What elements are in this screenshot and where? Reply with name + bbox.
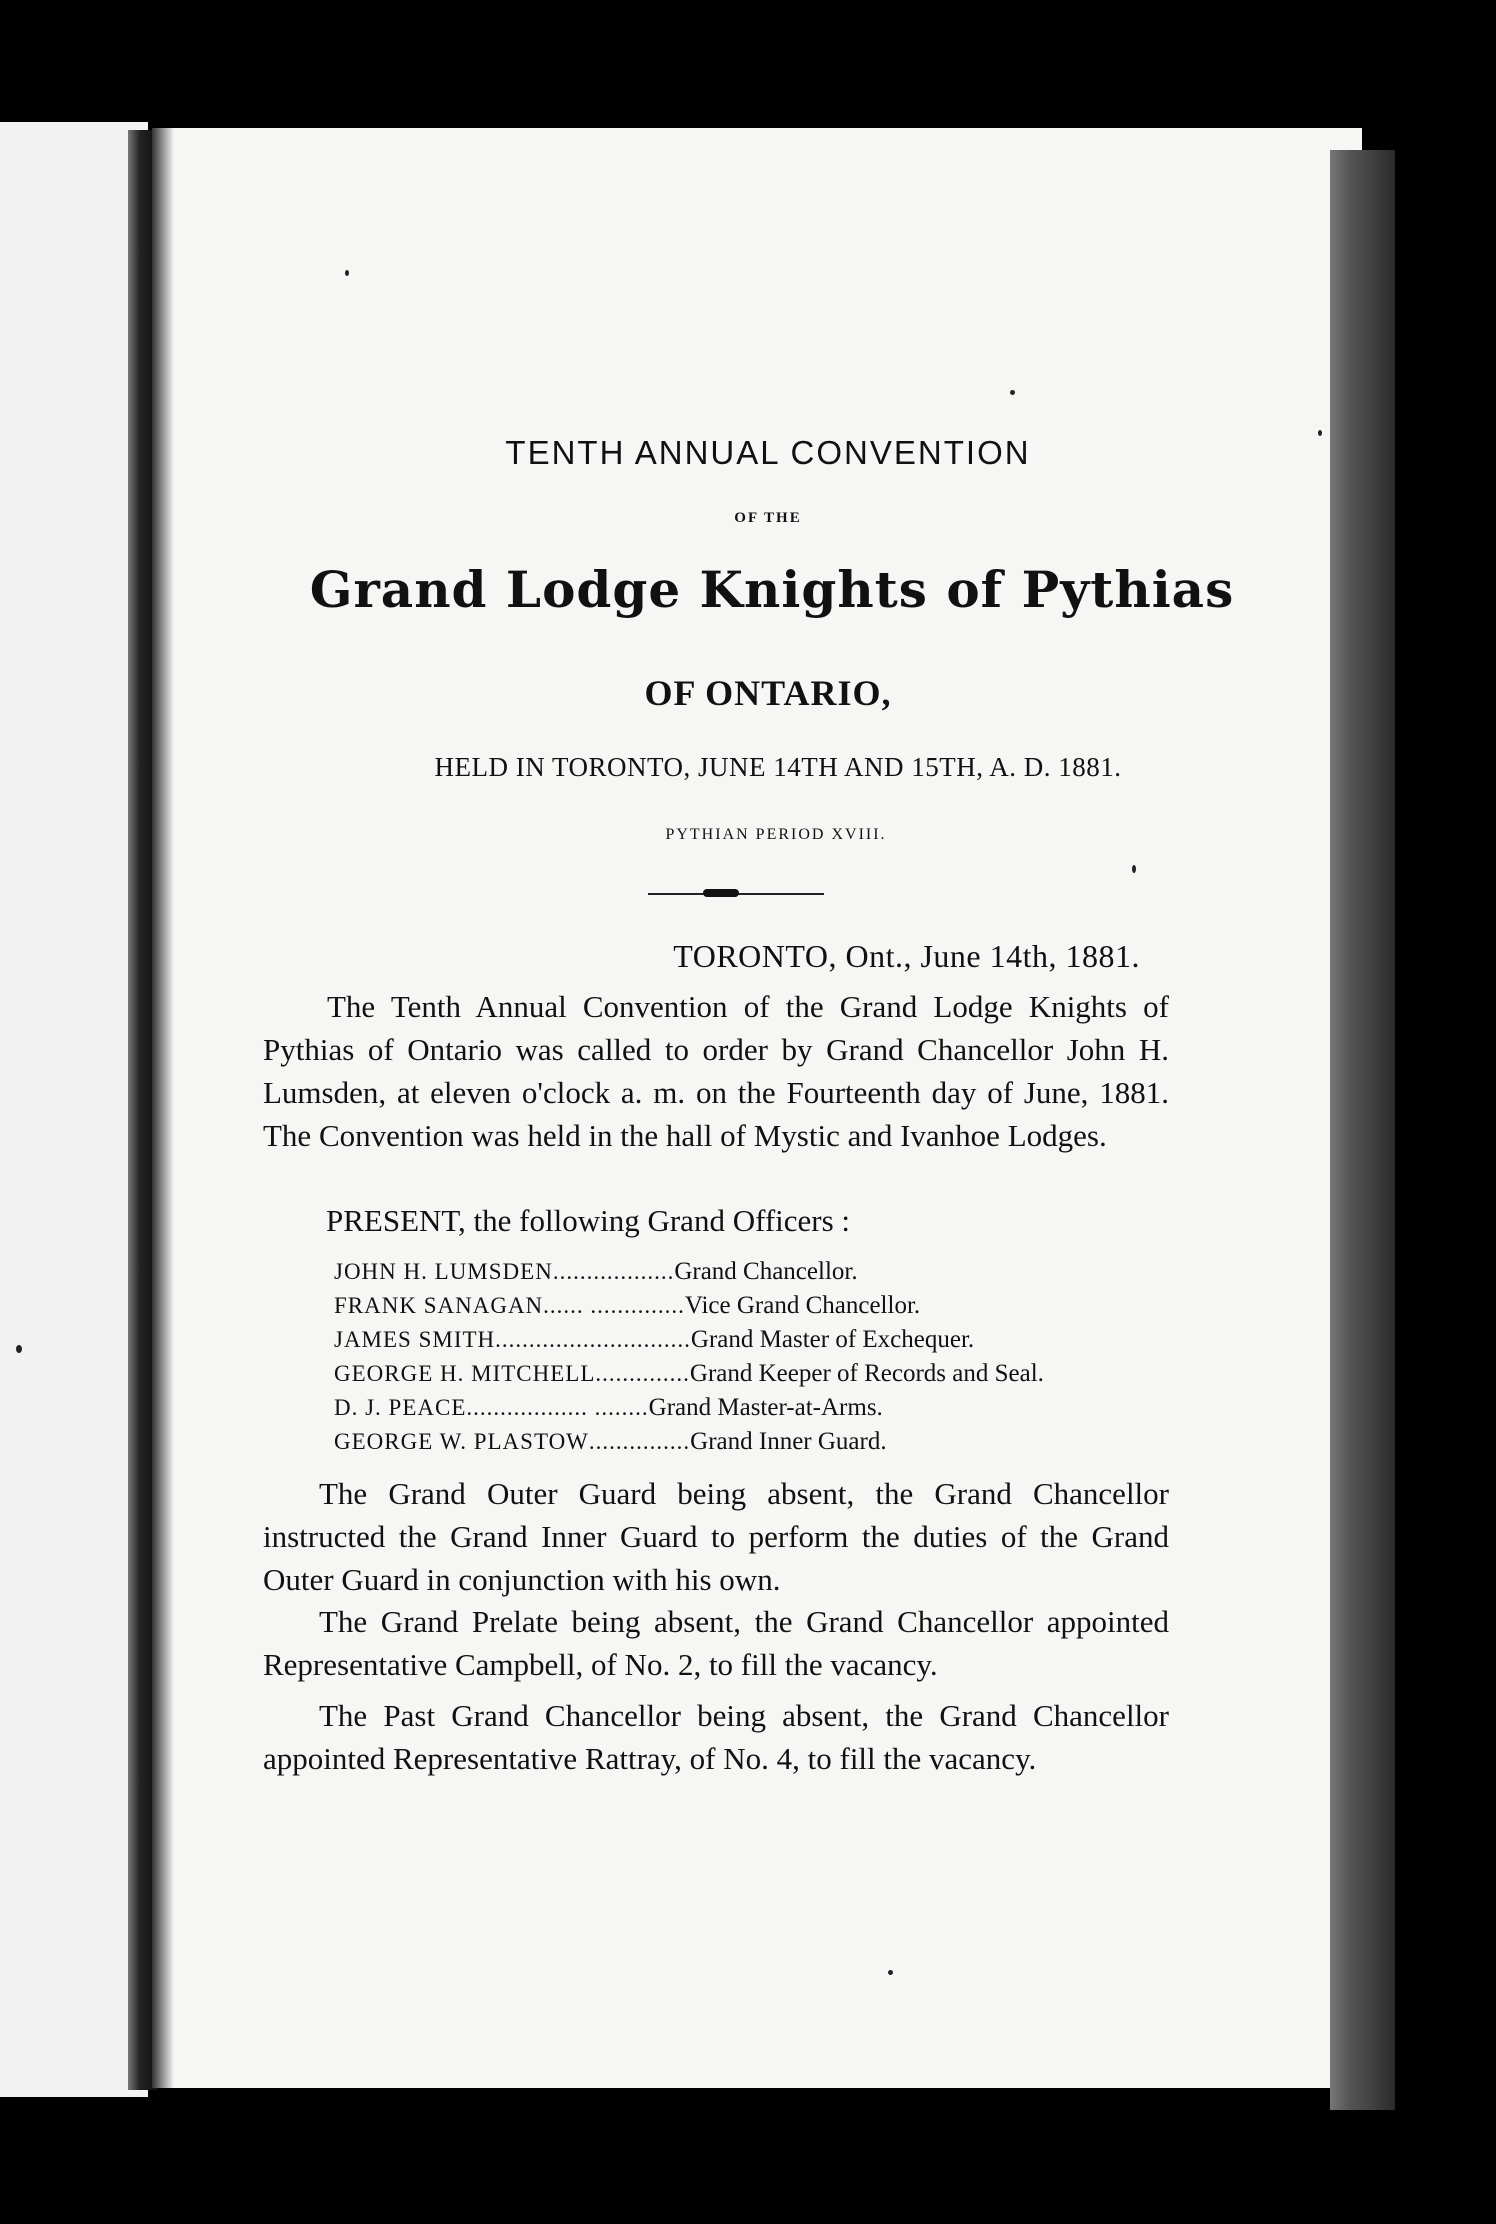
scan-speck xyxy=(1010,390,1015,395)
scan-speck xyxy=(1132,865,1136,873)
officer-title: Vice Grand Chancellor. xyxy=(684,1292,921,1319)
officer-row xyxy=(334,1289,1174,1323)
organization-name: Grand Lodge Knights of Pythias xyxy=(309,560,1235,619)
ornamental-rule-center xyxy=(703,889,739,897)
officer-row xyxy=(334,1425,1174,1459)
officer-name: FRANK SANAGAN xyxy=(334,1293,544,1318)
binding-shadow xyxy=(152,128,174,2088)
officer-row xyxy=(334,1357,1174,1391)
officer-row xyxy=(334,1323,1174,1357)
paragraph-outer-guard: The Grand Outer Guard being absent, the Grand Chancellor instructed the Grand Inner Guard to perform the duties of the Grand Outer Guard in conjunction with his own. xyxy=(263,1476,1169,1597)
dateline: TORONTO, Ont., June 14th, 1881. xyxy=(673,938,1140,974)
officer-title: Grand Chancellor. xyxy=(674,1258,858,1285)
leader-dots: .................. ........ xyxy=(466,1395,649,1420)
present-lead: PRESENT, the following Grand Officers : xyxy=(326,1203,851,1238)
scan-speck xyxy=(888,1970,893,1975)
facing-page xyxy=(0,122,148,2097)
leader-dots: .................. xyxy=(552,1259,675,1284)
officer-row xyxy=(334,1391,1174,1425)
officer-name: GEORGE H. MITCHELL xyxy=(334,1361,596,1386)
officer-list xyxy=(334,1255,1174,1459)
officer-title: Grand Master of Exchequer. xyxy=(690,1326,975,1353)
officer-title: Grand Inner Guard. xyxy=(690,1428,887,1455)
officer-row xyxy=(334,1255,1174,1289)
officer-name: GEORGE W. PLASTOW xyxy=(334,1429,589,1454)
scan-speck xyxy=(345,270,349,276)
officer-name: JAMES SMITH xyxy=(334,1327,496,1352)
leader-dots: ............................. xyxy=(495,1327,691,1352)
scan-speck xyxy=(1318,430,1322,436)
pythian-period: PYTHIAN PERIOD XVIII. xyxy=(665,826,887,843)
officer-name: JOHN H. LUMSDEN xyxy=(334,1259,553,1284)
jurisdiction: OF ONTARIO, xyxy=(644,673,892,713)
paragraph-past-chancellor: The Past Grand Chancellor being absent, the Grand Chancellor appointed Representative Rattray, of No. 4, to fill the vacancy. xyxy=(263,1698,1169,1776)
subtitle-of-the: OF THE xyxy=(734,510,802,526)
leader-dots: .............. xyxy=(595,1361,690,1386)
leader-dots: ...... .............. xyxy=(543,1293,685,1318)
page-title: TENTH ANNUAL CONVENTION xyxy=(505,434,1031,471)
paragraph-opening: The Tenth Annual Convention of the Grand Lodge Knights of Pythias of Ontario was called to order by Grand Chancellor John H. Lumsden, at eleven o'clock a. m. on the Fourteenth day of June, 1881. The Convention was held in the hall of Mystic and Ivanhoe Lodges. xyxy=(263,989,1169,1153)
leader-dots: ............... xyxy=(588,1429,691,1454)
officer-title: Grand Keeper of Records and Seal. xyxy=(689,1360,1044,1387)
paragraph-prelate: The Grand Prelate being absent, the Grand Chancellor appointed Representative Campbell, of No. 2, to fill the vacancy. xyxy=(263,1604,1169,1682)
officer-title: Grand Master-at-Arms. xyxy=(648,1394,883,1421)
officer-name: D. J. PEACE xyxy=(334,1395,467,1420)
held-line: HELD IN TORONTO, JUNE 14TH AND 15TH, A. D. 1881. xyxy=(434,752,1122,782)
scan-speck xyxy=(16,1345,22,1353)
